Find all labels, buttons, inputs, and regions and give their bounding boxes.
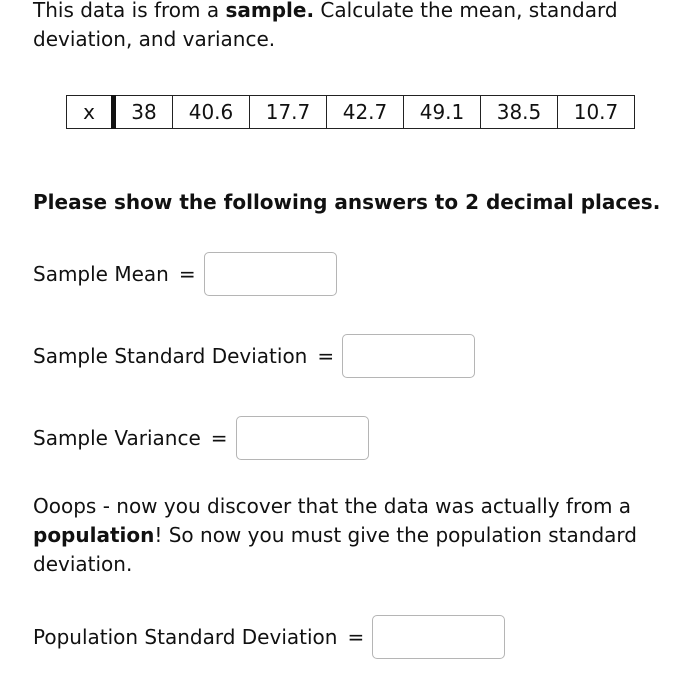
intro-text-start: This data is from a <box>33 0 226 22</box>
sample-mean-input[interactable] <box>204 252 337 296</box>
sample-variance-input[interactable] <box>236 416 369 460</box>
intro-text-end: Calculate the mean, standard deviation, and variance. <box>33 0 618 51</box>
decimal-instruction: Please show the following answers to 2 decimal places. <box>33 190 661 214</box>
sample-variance-label: Sample Variance <box>33 426 201 450</box>
table-cell: 49.1 <box>404 96 481 129</box>
oops-text-end: ! So now you must give the population standard deviation. <box>33 523 637 576</box>
sample-sd-label: Sample Standard Deviation <box>33 344 308 368</box>
problem-intro <box>33 0 673 54</box>
equals-sign: = <box>210 426 228 450</box>
sample-sd-row <box>33 334 475 378</box>
population-sd-label: Population Standard Deviation <box>33 625 338 649</box>
table-cell: 38 <box>114 96 173 129</box>
equals-sign: = <box>317 344 335 368</box>
table-cell: 42.7 <box>327 96 404 129</box>
table-cell: 38.5 <box>481 96 558 129</box>
table-cell: 40.6 <box>173 96 250 129</box>
oops-population-emphasis: population <box>33 523 155 547</box>
population-sd-row <box>33 615 505 659</box>
table-cell: 17.7 <box>250 96 327 129</box>
population-note <box>33 492 673 579</box>
table-cell: 10.7 <box>558 96 635 129</box>
oops-text-start: Ooops - now you discover that the data was actually from a <box>33 494 632 518</box>
table-header-x: x <box>67 96 114 129</box>
sample-sd-input[interactable] <box>342 334 475 378</box>
data-table <box>66 95 635 129</box>
intro-sample-emphasis: sample. <box>225 0 315 22</box>
sample-mean-label: Sample Mean <box>33 262 169 286</box>
table-row <box>67 96 635 129</box>
equals-sign: = <box>178 262 196 286</box>
equals-sign: = <box>347 625 365 649</box>
sample-mean-row <box>33 252 337 296</box>
population-sd-input[interactable] <box>372 615 505 659</box>
sample-variance-row <box>33 416 369 460</box>
